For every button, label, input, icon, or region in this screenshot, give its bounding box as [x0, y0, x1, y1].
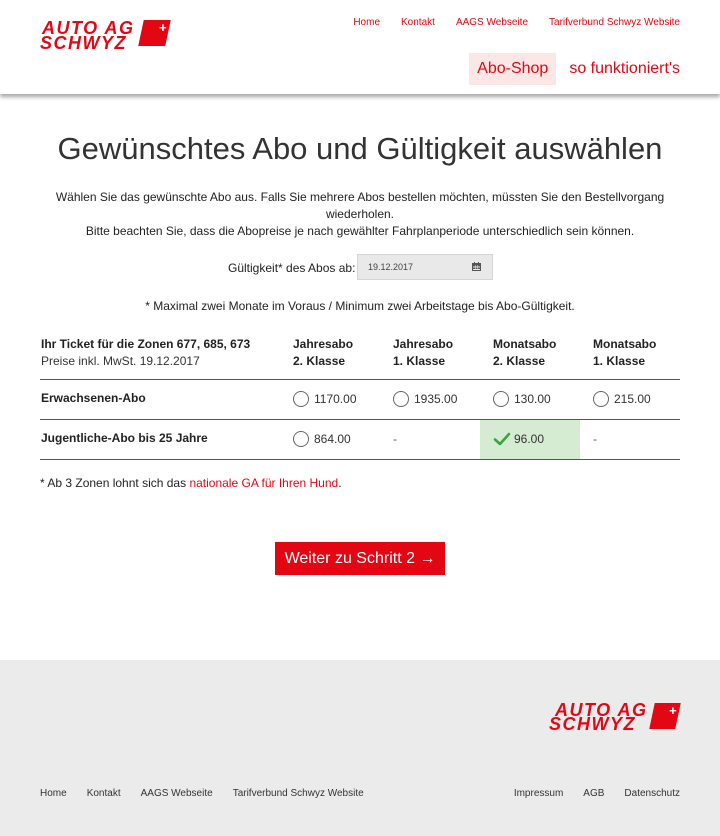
- price-value: 864.00: [314, 432, 351, 446]
- price-option[interactable]: [393, 380, 493, 419]
- pricing-table: [40, 336, 680, 460]
- intro-text: [55, 189, 665, 240]
- arrow-right-icon: →: [419, 550, 436, 567]
- validity-date-input[interactable]: [357, 254, 493, 280]
- intro-line-1: Wählen Sie das gewünschte Abo aus. Falls Sie mehrere Abos bestellen möchten, müssten Sie den Bestellvorgang wiederholen.: [55, 190, 665, 221]
- price-option-selected[interactable]: [480, 420, 580, 459]
- nav-abo-shop[interactable]: Abo-Shop: [469, 53, 556, 85]
- footer-link-impressum[interactable]: Impressum: [513, 788, 564, 799]
- column-header-4: [593, 336, 656, 370]
- price-value: 130.00: [514, 392, 551, 406]
- radio-button[interactable]: [293, 391, 309, 407]
- brand-line1: AUTO AG: [42, 18, 135, 38]
- footer-brand-logo[interactable]: [549, 702, 680, 732]
- nav-so-funktionierts[interactable]: so funktioniert's: [569, 60, 680, 77]
- footer-legal-navigation: [514, 788, 680, 799]
- price-value: 215.00: [614, 392, 651, 406]
- price-value: 1935.00: [414, 392, 458, 406]
- column-header-3: [493, 336, 556, 370]
- column-header-1-line1: Jahresabo: [293, 337, 354, 351]
- radio-button[interactable]: [393, 391, 409, 407]
- radio-button[interactable]: [593, 391, 609, 407]
- column-header-2-line1: Jahresabo: [393, 337, 454, 351]
- footer-link-tarifverbund[interactable]: Tarifverbund Schwyz Website: [232, 788, 364, 799]
- brand-line2: SCHWYZ: [40, 33, 127, 53]
- radio-button[interactable]: [493, 391, 509, 407]
- price-dash: -: [393, 432, 397, 446]
- table-title: Ihr Ticket für die Zonen 677, 685, 673: [41, 337, 251, 351]
- footer-link-kontakt[interactable]: Kontakt: [86, 788, 121, 799]
- intro-line-2: Bitte beachten Sie, dass die Abopreise je nach gewählter Fahrplanperiode unterschiedlich sein können.: [85, 224, 635, 238]
- site-footer: [0, 660, 720, 836]
- next-step-label: Weiter zu Schritt 2: [284, 550, 415, 567]
- column-header-3-line2: 2. Klasse: [493, 354, 546, 368]
- footer-brand-line2: SCHWYZ: [549, 714, 636, 734]
- price-option[interactable]: [493, 380, 593, 419]
- radio-button[interactable]: [293, 431, 309, 447]
- page-title: Gewünschtes Abo und Gültigkeit auswählen: [57, 131, 663, 166]
- column-header-2-line2: 1. Klasse: [393, 354, 446, 368]
- price-option[interactable]: [593, 380, 693, 419]
- ga-hund-link[interactable]: nationale GA für Ihren Hund: [189, 476, 339, 490]
- main-navigation: [469, 53, 680, 85]
- footnote-end: .: [338, 476, 342, 490]
- column-header-4-line1: Monatsabo: [593, 337, 657, 351]
- validity-label: Gültigkeit* des Abos ab:: [228, 261, 356, 275]
- table-row: [40, 420, 680, 460]
- footer-link-home[interactable]: Home: [40, 788, 67, 799]
- footnote-text: * Ab 3 Zonen lohnt sich das: [40, 476, 190, 490]
- topnav-kontakt[interactable]: Kontakt: [401, 17, 435, 28]
- swiss-flag-icon: +: [138, 20, 171, 46]
- footer-swiss-flag-icon: +: [649, 703, 681, 729]
- topnav-aags-webseite[interactable]: AAGS Webseite: [455, 17, 529, 28]
- price-unavailable: [393, 420, 493, 459]
- top-navigation: [353, 17, 680, 28]
- price-value: 96.00: [514, 432, 545, 446]
- table-subtitle: Preise inkl. MwSt. 19.12.2017: [41, 354, 200, 368]
- footer-link-agb[interactable]: AGB: [583, 788, 605, 799]
- column-header-1-line2: 2. Klasse: [293, 354, 346, 368]
- row-label-jugendliche: Jugentliche-Abo bis 25 Jahre: [41, 431, 208, 445]
- row-label-erwachsenen: Erwachsenen-Abo: [41, 391, 146, 405]
- column-header-4-line2: 1. Klasse: [593, 354, 646, 368]
- site-header: [0, 0, 720, 94]
- price-value: 1170.00: [314, 392, 357, 406]
- column-header-3-line1: Monatsabo: [493, 337, 557, 351]
- footer-link-datenschutz[interactable]: Datenschutz: [624, 788, 680, 799]
- price-option[interactable]: [293, 420, 393, 459]
- column-header-2: [393, 336, 453, 370]
- footnote: [40, 476, 342, 490]
- price-option[interactable]: [293, 380, 393, 419]
- validity-note: * Maximal zwei Monate im Voraus / Minimum zwei Arbeitstage bis Abo-Gültigkeit.: [145, 299, 575, 313]
- topnav-tarifverbund[interactable]: Tarifverbund Schwyz Website: [549, 17, 680, 28]
- price-unavailable: [593, 420, 693, 459]
- footer-link-aags[interactable]: AAGS Webseite: [140, 788, 213, 799]
- checkmark-icon: [493, 431, 511, 447]
- table-row: [40, 380, 680, 420]
- column-header-1: [293, 336, 353, 370]
- table-header-title-cell: [41, 336, 250, 370]
- price-dash: -: [593, 432, 597, 446]
- main-content: [0, 94, 720, 660]
- table-header: [40, 336, 680, 380]
- footer-brand-line1: AUTO AG: [555, 700, 648, 720]
- footer-navigation: [40, 788, 364, 799]
- calendar-icon[interactable]: [472, 262, 481, 271]
- brand-logo[interactable]: [40, 18, 172, 53]
- validity-date-value: 19.12.2017: [368, 262, 414, 272]
- topnav-home[interactable]: Home: [353, 17, 381, 28]
- next-step-button[interactable]: [275, 542, 445, 575]
